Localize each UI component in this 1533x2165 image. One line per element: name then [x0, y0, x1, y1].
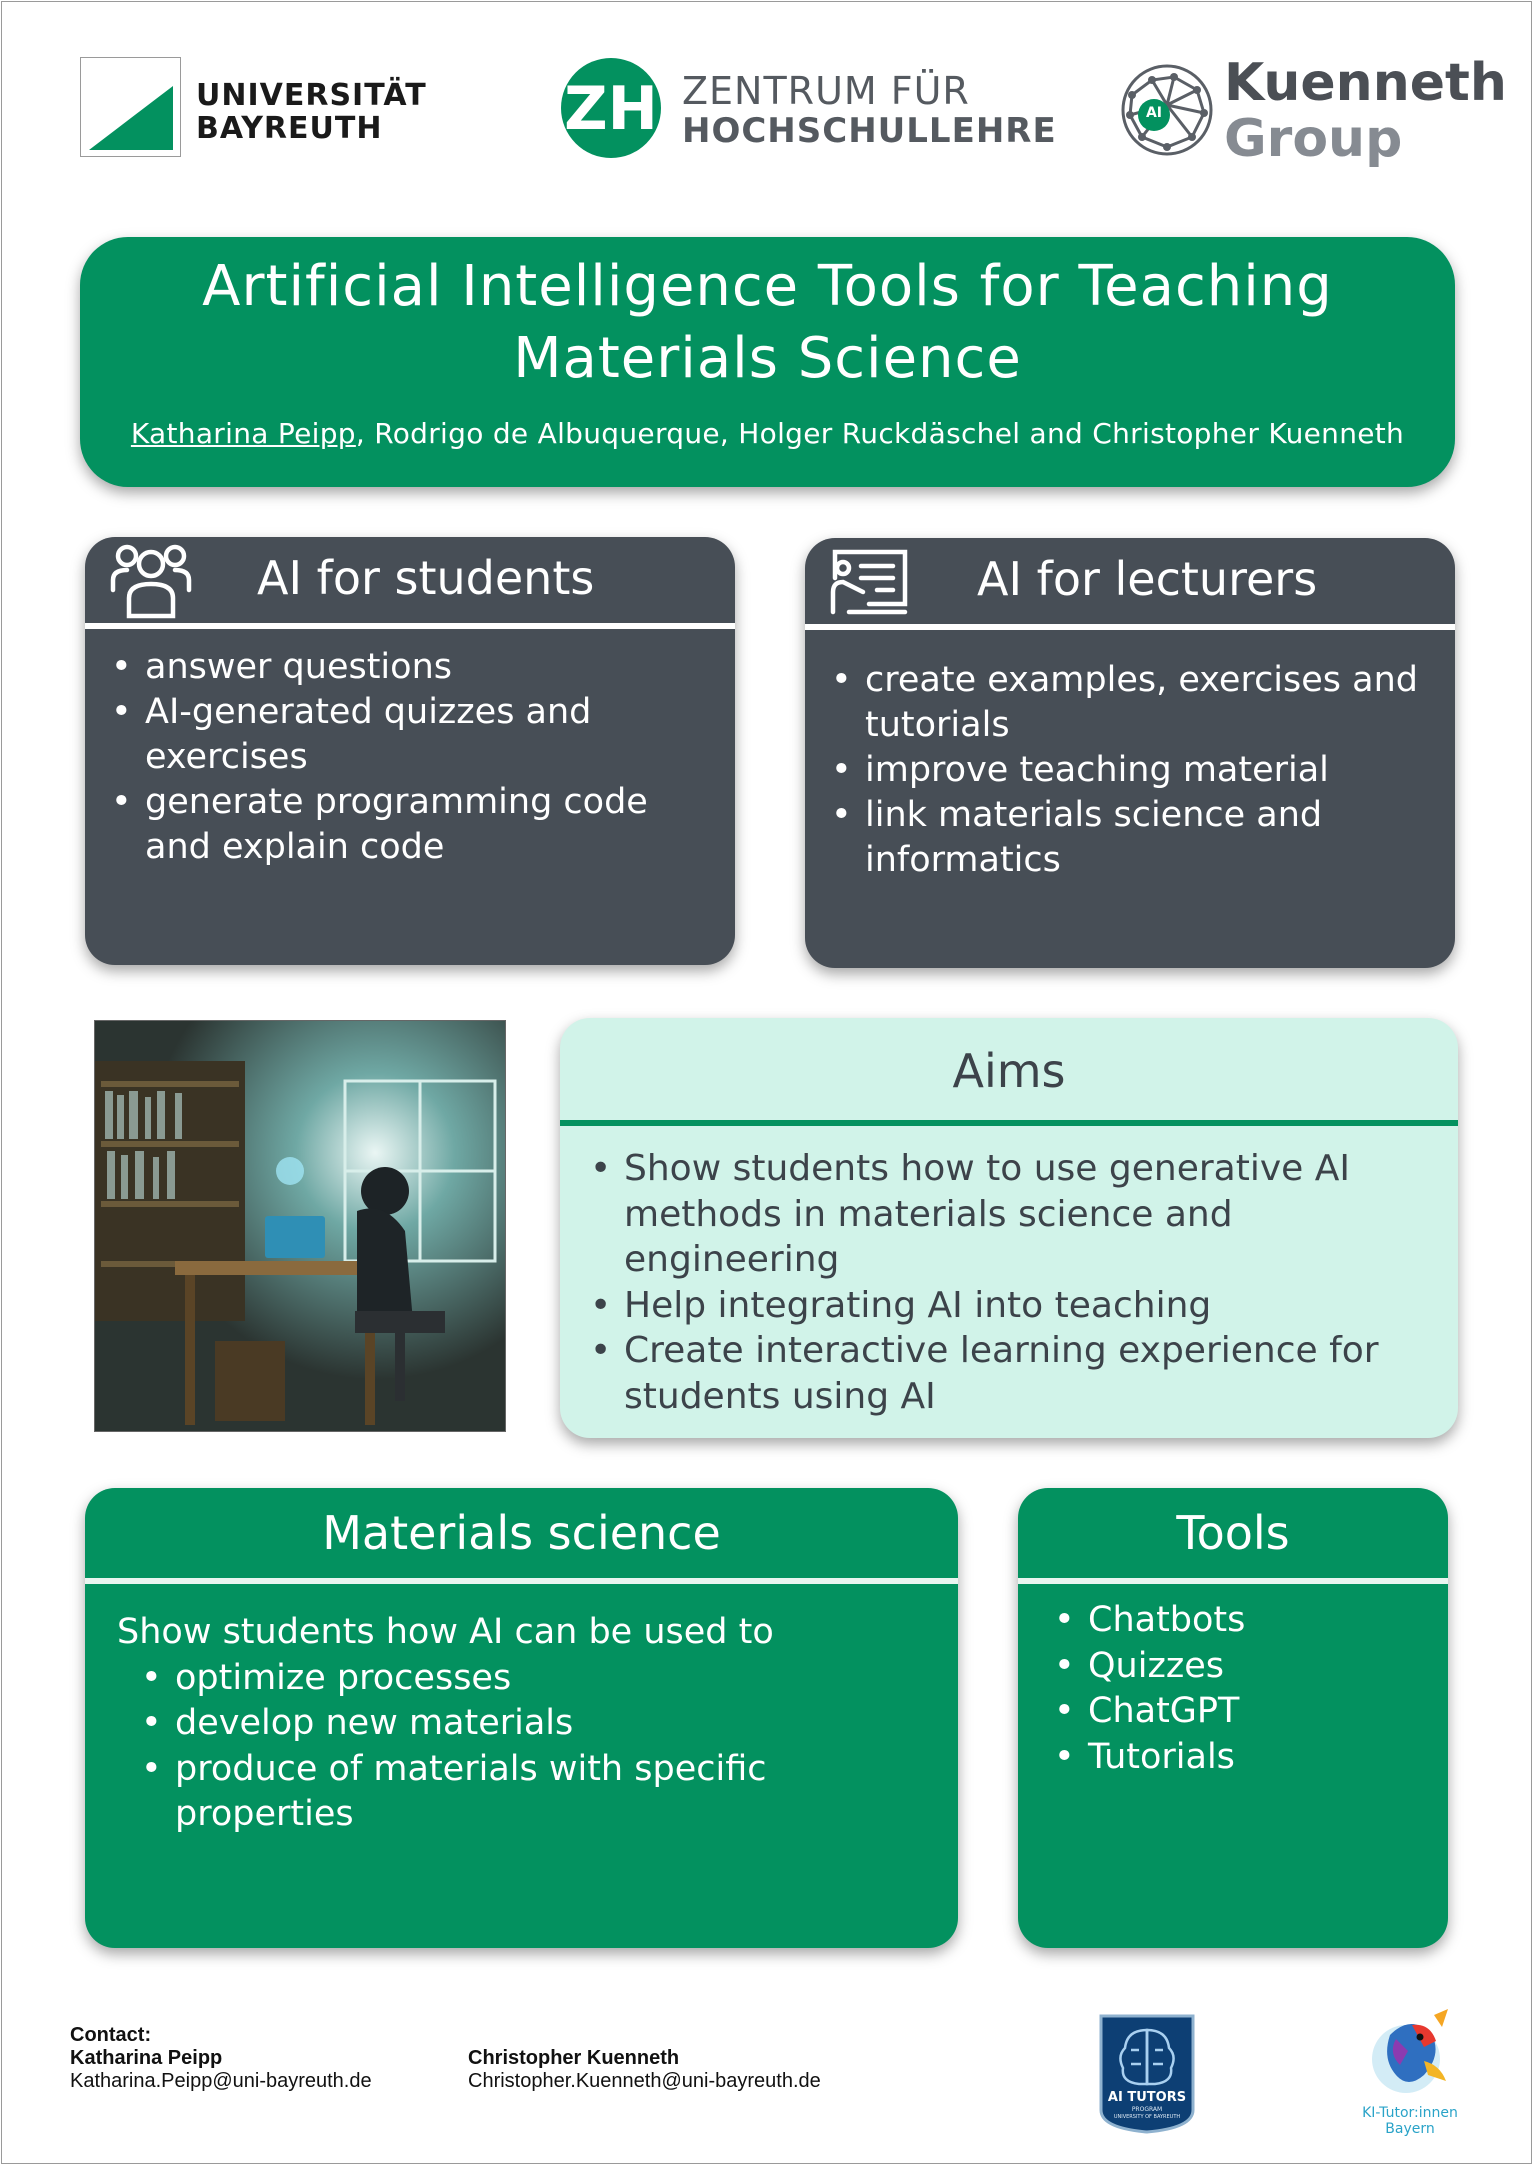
tools-panel-header: [1018, 1488, 1448, 1578]
list-item: • produce of materials with specific properties: [135, 1747, 928, 1838]
list-item: • Show students how to use generative AI methods in materials science and engineering: [584, 1146, 1428, 1283]
materials-intro: Show students how AI can be used to: [117, 1612, 774, 1652]
list-item: • AI-generated quizzes and exercises: [105, 690, 705, 780]
zfh-line1: ZENTRUM FÜR: [682, 69, 970, 113]
group-ai-badge: AI: [1145, 105, 1163, 121]
aims-panel: [560, 1018, 1458, 1438]
list-item: • create examples, exercises and tutorials: [825, 658, 1425, 748]
lecturer-board-icon: [829, 548, 909, 616]
tools-list: [1018, 1584, 1448, 1780]
contact-label: Contact:: [70, 2024, 152, 2046]
list-item: • Tutorials: [1048, 1735, 1418, 1781]
list-item: • Create interactive learning experience for students using AI: [584, 1328, 1428, 1419]
materials-list: [85, 1656, 958, 1838]
contact-name-1: Katharina Peipp: [70, 2047, 223, 2069]
students-panel-header: [85, 537, 735, 623]
kuenneth-group-logo: [1112, 53, 1507, 169]
zentrum-hochschullehre-logo: [560, 57, 1057, 159]
group-line1: Kuenneth: [1224, 53, 1507, 113]
lecturers-panel-title: AI for lecturers: [977, 552, 1318, 606]
contact-email-2[interactable]: Christopher.Kuenneth@uni-bayreuth.de: [468, 2070, 821, 2092]
brain-network-icon: [1112, 55, 1222, 165]
materials-panel-header: [85, 1488, 958, 1578]
list-item: • optimize processes: [135, 1656, 928, 1702]
users-group-icon: [109, 540, 193, 620]
university-bayreuth-logo: [80, 57, 427, 159]
kuenneth-group-text: [1224, 55, 1507, 167]
list-item: • develop new materials: [135, 1701, 928, 1747]
ai-for-lecturers-panel: [805, 538, 1455, 968]
list-item: • Help integrating AI into teaching: [584, 1283, 1428, 1329]
list-item: • generate programming code and explain code: [105, 780, 705, 870]
ki-tutor-line2: Bayern: [1385, 2121, 1435, 2137]
zfh-logo-text: [682, 71, 1057, 151]
list-item: • Quizzes: [1048, 1644, 1418, 1690]
contact-block-2: [468, 2047, 821, 2093]
group-line2: Group: [1224, 109, 1403, 169]
ki-tutorinnen-bayern-logo: [1355, 2005, 1465, 2145]
student-at-desk-illustration: [94, 1020, 506, 1432]
materials-science-panel: [85, 1488, 958, 1948]
other-authors: , Rodrigo de Albuquerque, Holger Ruckdäschel and Christopher Kuenneth: [355, 417, 1405, 450]
university-logo-text: [196, 79, 427, 145]
university-line1: UNIVERSITÄT: [196, 78, 427, 113]
contact-email-1[interactable]: Katharina.Peipp@uni-bayreuth.de: [70, 2070, 372, 2092]
list-item: • Chatbots: [1048, 1598, 1418, 1644]
list-item: • answer questions: [105, 645, 705, 690]
aims-panel-header: [560, 1018, 1458, 1120]
list-item: • link materials science and informatics: [825, 793, 1425, 883]
zfh-mark-icon: [560, 57, 662, 159]
tools-panel: [1018, 1488, 1448, 1948]
ai-tutors-university: UNIVERSITY OF BAYREUTH: [1113, 2114, 1181, 2120]
ai-tutors-title: AI TUTORS: [1107, 2090, 1187, 2105]
students-panel-title: AI for students: [257, 551, 595, 605]
ki-tutor-line1: KI-Tutor:innen: [1362, 2105, 1458, 2121]
author-list: [80, 417, 1455, 450]
aims-list: [560, 1126, 1458, 1419]
parrot-icon: [1360, 2005, 1460, 2101]
list-item: • improve teaching material: [825, 748, 1425, 793]
university-line2: BAYREUTH: [196, 111, 383, 146]
first-author: Katharina Peipp: [130, 417, 356, 450]
poster-title: Artificial Intelligence Tools for Teaching Materials Science: [202, 254, 1333, 391]
contact-name-2: Christopher Kuenneth: [468, 2047, 680, 2069]
title-banner: [80, 237, 1455, 487]
aims-panel-title: Aims: [952, 1044, 1066, 1098]
ai-tutors-badge-logo: [1093, 2010, 1201, 2134]
tools-panel-title: Tools: [1176, 1506, 1290, 1560]
list-item: • ChatGPT: [1048, 1689, 1418, 1735]
lecturers-list: [805, 630, 1455, 883]
students-list: [85, 629, 735, 870]
university-logo-mark-icon: [80, 57, 181, 157]
materials-panel-title: Materials science: [322, 1506, 721, 1560]
svg-text:ZH: ZH: [564, 74, 658, 144]
zfh-line2: HOCHSCHULLEHRE: [682, 111, 1057, 151]
ai-for-students-panel: [85, 537, 735, 965]
contact-block: [70, 2024, 372, 2093]
ai-tutors-program: PROGRAM: [1131, 2106, 1163, 2113]
lecturers-panel-header: [805, 538, 1455, 624]
